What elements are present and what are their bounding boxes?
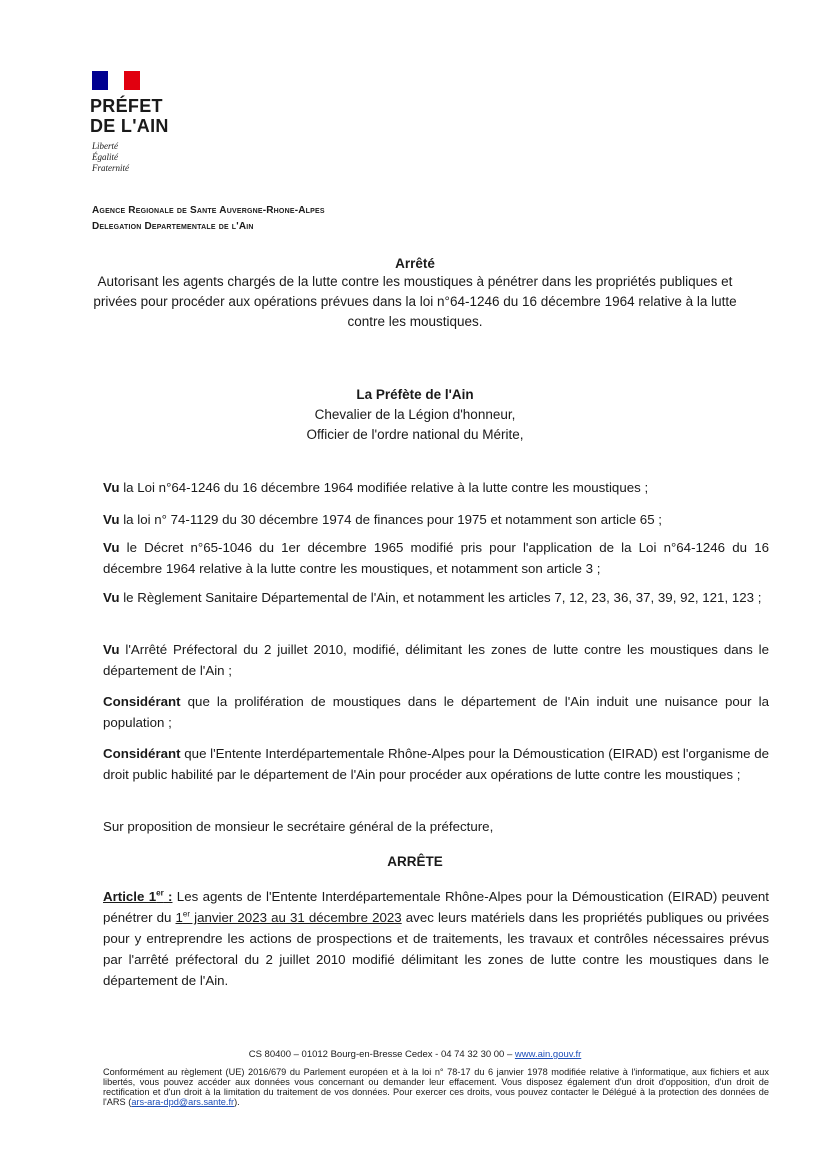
article-label-text: Article 1 xyxy=(103,889,157,904)
proposal-line: Sur proposition de monsieur le secrétaire général de la préfecture, xyxy=(103,819,494,834)
visa-text: l'Arrêté Préfectoral du 2 juillet 2010, modifié, délimitant les zones de lutte contre les moustiques dans le département de l'Ain ; xyxy=(103,642,769,678)
visa-4 xyxy=(103,587,769,608)
visa-text: le Décret n°65-1046 du 1er décembre 1965 modifié pris pour l'application de la Loi n°64-1246 du 16 décembre 1964 relative à la lutte contre les moustiques, et notamment son article 3 ; xyxy=(103,540,769,576)
visa-5 xyxy=(103,639,769,681)
agency-line1: Agence Regionale de Sante Auvergne-Rhone-Alpes xyxy=(92,205,325,216)
rgpd-end: ). xyxy=(234,1097,240,1107)
visa-3 xyxy=(103,537,769,579)
visa-text: que l'Entente Interdépartementale Rhône-Alpes pour la Démoustication (EIRAD) est l'organisme de droit public habilité par le département de l'Ain pour procéder aux opérations de lutte contre les moustiques ; xyxy=(103,746,769,782)
article-1 xyxy=(103,886,769,991)
prefecture-name-line2: DE L'AIN xyxy=(90,116,169,136)
consideration-2 xyxy=(103,743,769,785)
authority-title-2: Officier de l'ordre national du Mérite, xyxy=(306,427,524,442)
agency-block xyxy=(92,203,325,235)
agency-line2: Delegation Departementale de l'Ain xyxy=(92,221,254,232)
article-date-rest: janvier 2023 au 31 décembre 2023 xyxy=(190,910,402,925)
article-date-sup: er xyxy=(182,909,191,919)
article-text-b: avec leurs matériels dans les propriétés publiques ou privées pour y entreprendre les actions de prospections et de traitements, les travaux et contrôles nécessaires prévus par l'arrêté préfectoral du 2 juillet 2010 modifié délimitant les zones de lutte contre les moustiques dans le département de l'Ain. xyxy=(103,910,769,988)
visa-lead: Vu xyxy=(103,480,120,495)
visa-lead: Vu xyxy=(103,590,120,605)
motto-egalite: Égalité xyxy=(92,152,118,162)
document-heading: Arrêté xyxy=(395,256,435,271)
visa-lead: Vu xyxy=(103,540,120,555)
motto-fraternite: Fraternité xyxy=(92,163,129,173)
republic-motto xyxy=(92,141,129,174)
prefecture-name xyxy=(90,96,169,136)
visa-lead: Vu xyxy=(103,512,120,527)
visa-text: la loi n° 74-1129 du 30 décembre 1974 de finances pour 1975 et notamment son article 65 ; xyxy=(119,512,662,527)
visa-1 xyxy=(103,477,769,498)
decision-heading: ARRÊTE xyxy=(387,854,443,869)
authority-name: La Préfète de l'Ain xyxy=(356,387,474,402)
visa-lead: Vu xyxy=(103,642,120,657)
flag-red-band xyxy=(124,71,140,90)
visa-lead: Considérant xyxy=(103,694,181,709)
article-label xyxy=(103,889,172,904)
footer-address-line xyxy=(90,1049,740,1060)
authority-title-1: Chevalier de la Légion d'honneur, xyxy=(314,407,516,422)
motto-liberte: Liberté xyxy=(92,141,118,151)
footer-rgpd-notice xyxy=(103,1067,769,1107)
visa-text: le Règlement Sanitaire Départemental de l'Ain, et notamment les articles 7, 12, 23, 36, 37, 39, 92, 121, 123 ; xyxy=(119,590,762,605)
authority-block xyxy=(90,385,740,445)
footer-website-link[interactable]: www.ain.gouv.fr xyxy=(514,1049,582,1060)
document-subtitle: Autorisant les agents chargés de la lutte contre les moustiques à pénétrer dans les propriétés publiques et privées pour procéder aux opérations prévues dans la loi n°64-1246 du 16 décembre 1964 relative à la lutte contre les moustiques. xyxy=(93,274,737,329)
flag-blue-band xyxy=(92,71,108,90)
article-text-a: Les agents de l'Entente Interdépartementale Rhône-Alpes pour la Démoustication (EIRAD) peuvent pénétrer du xyxy=(103,889,770,925)
visa-text: la Loi n°64-1246 du 16 décembre 1964 modifiée relative à la lutte contre les moustiques ; xyxy=(119,480,649,495)
rgpd-text: Conformément au règlement (UE) 2016/679 du Parlement européen et à la loi n° 78-17 du 6 janvier 1978 modifiée relative à l'informatique, aux fichiers et aux libertés, vous pouvez accéder aux données vous concernant ou demander leur effacement. Vous disposez également d'un droit d'opposition, d'un droit de rectification et d'un droit à la limitation du traitement de vos données. Pour exercer ces droits, vous pouvez contacter le Délégué à la protection des données de l'ARS ( xyxy=(103,1067,769,1107)
article-date-num: 1 xyxy=(175,910,183,925)
visa-lead: Considérant xyxy=(103,746,181,761)
footer-address: CS 80400 – 01012 Bourg-en-Bresse Cedex - 04 74 32 30 00 – xyxy=(248,1049,515,1060)
consideration-1 xyxy=(103,691,769,733)
visa-text: que la prolifération de moustiques dans le département de l'Ain induit une nuisance pour la population ; xyxy=(103,694,769,730)
prefecture-name-line1: PRÉFET xyxy=(90,96,163,116)
rgpd-email-link[interactable]: ars-ara-dpd@ars.sante.fr xyxy=(131,1097,235,1107)
flag-white-band xyxy=(108,71,124,90)
visa-2 xyxy=(103,509,769,530)
article-label-colon: : xyxy=(163,889,173,904)
article-label-sup: er xyxy=(156,888,164,898)
marianne-flag-logo xyxy=(92,71,140,90)
article-date-range xyxy=(176,910,402,925)
